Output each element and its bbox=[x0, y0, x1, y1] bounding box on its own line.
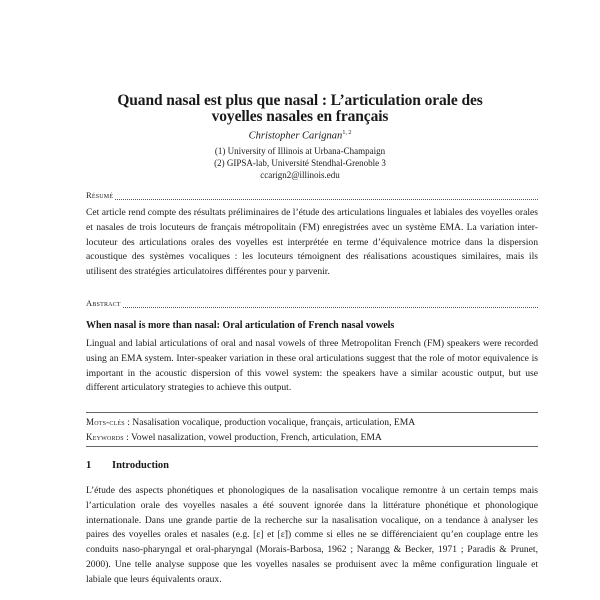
motscles-line bbox=[86, 415, 538, 430]
resume-label: Résumé bbox=[86, 190, 114, 200]
section-heading bbox=[86, 460, 169, 471]
title-line-2: voyelles nasales en français bbox=[211, 108, 389, 125]
author-email: ccarign2@illinois.edu bbox=[260, 170, 340, 180]
keywords-box bbox=[86, 412, 538, 447]
author-name bbox=[0, 130, 600, 142]
author-text: Christopher Carignan bbox=[248, 130, 343, 142]
abstract-divider bbox=[123, 300, 538, 308]
keywords-line bbox=[86, 430, 538, 445]
keywords-label: Keywords bbox=[86, 432, 124, 442]
motscles-label: Mots-clés bbox=[86, 417, 125, 427]
section-number: 1 bbox=[86, 460, 92, 471]
paper-title bbox=[60, 93, 540, 125]
resume-paragraph: Cet article rend compte des résultats préliminaires de l’étude des articulations linguales et labiales des voyelles orales et nasales de trois locuteurs de français métropolitain (FM) enregistrées avec un système EMA. La variation inter-locuteur des articulations orales des voyelles est interprétée en terme d’équivalence motrice dans la dispersion acoustique des systèmes vocaliques : les locuteurs témoignent des réalisations acoustiques similaires, mais ils utilisent des stratégies articulatoires différentes pour y parvenir. bbox=[86, 207, 538, 278]
abstract-paragraph: Lingual and labial articulations of oral and nasal vowels of three Metropolitan French (FM) speakers were recorded using an EMA system. Inter-speaker variation in these oral articulations suggest that the role of motor equivalence is important in the acoustic dispersion of this vowel system: the speakers have a similar acoustic output, but use different articulatory strategies to achieve this output. bbox=[86, 338, 538, 394]
abstract-label: Abstract bbox=[86, 298, 121, 308]
intro-paragraph: L’étude des aspects phonétiques et phonologiques de la nasalisation vocalique remontre à un certain temps mais l’articulation orale des voyelles nasales a été souvent ignorée dans la littérature phonétique et phonologique internationale. Dans une grande partie de la recherche sur la nasalisation vocalique, on a tendance à analyser les paires des voyelles orales et nasales (e.g. [ɛ] et [ɛ̃]) comme si elles ne se différenciaient qu’en couplage entre les conduits naso-pharyngal et oral-pharyngal (Morais-Barbosa, 1962 ; Narangg & Becker, 1971 ; Paradis & Prunet, 2000). Une telle analyse suppose que les voyelles nasales se produisent avec la même configuration linguale et labiale que leurs équivalents oraux. bbox=[86, 485, 538, 585]
abstract-title: When nasal is more than nasal: Oral articulation of French nasal vowels bbox=[86, 320, 395, 331]
resume-divider bbox=[115, 192, 538, 200]
keywords-text: : Vowel nasalization, vowel production, French, articulation, EMA bbox=[123, 432, 382, 443]
title-line-1: Quand nasal est plus que nasal : L’articulation orale des bbox=[117, 92, 483, 109]
section-title: Introduction bbox=[112, 460, 169, 471]
abstract-heading bbox=[86, 298, 538, 308]
affiliation-1: (1) University of Illinois at Urbana-Champaign bbox=[214, 146, 386, 156]
motscles-text: : Nasalisation vocalique, production vocalique, français, articulation, EMA bbox=[124, 417, 416, 428]
author-affiliation-marks: 1, 2 bbox=[342, 130, 352, 136]
resume-heading bbox=[86, 190, 538, 200]
affiliation-2: (2) GIPSA-lab, Université Stendhal-Grenoble 3 bbox=[214, 158, 386, 168]
